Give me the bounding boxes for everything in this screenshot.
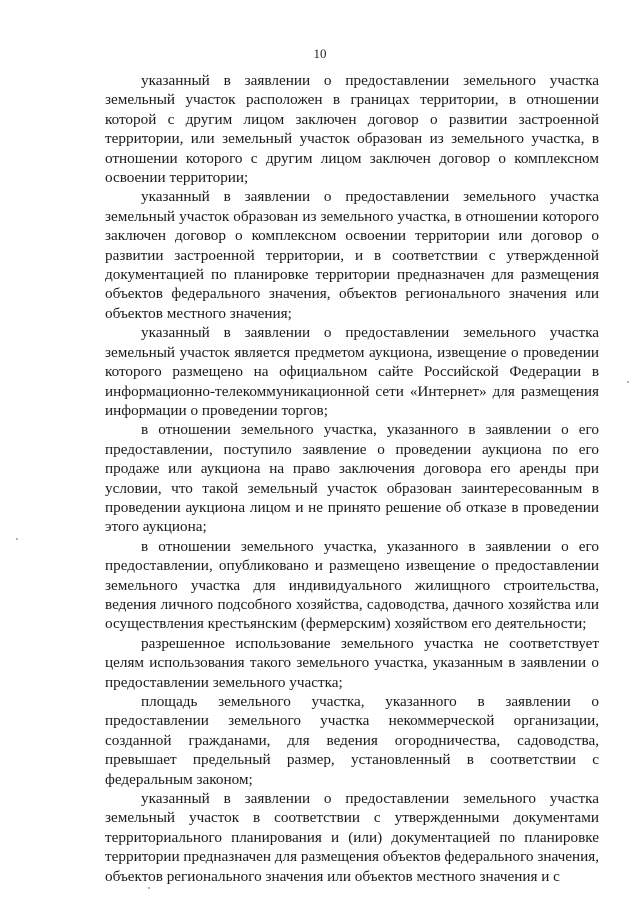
paragraph-6: разрешенное использование земельного участка не соответствует целям использования такого земельного участка, указанным в заявлении о предоставлении земельного участка; xyxy=(105,634,599,691)
paragraph-3: указанный в заявлении о предоставлении земельного участка земельный участок является предметом аукциона, извещение о проведении которого размещено на официальном сайте Российской Федерации в информационно-телекоммуникационной сети «Интернет» для размещения информации о проведении торгов; xyxy=(105,324,599,419)
paragraph-1: указанный в заявлении о предоставлении земельного участка земельный участок расположен в границах территории, в отношении которой с другим лицом заключен договор о развитии застроенной территории, или земельный участок образован из земельного участка, в отношении которого с другим лицом заключен договор о комплексном освоении территории; xyxy=(105,72,599,187)
paragraph-4: в отношении земельного участка, указанного в заявлении о его предоставлении, поступило заявление о проведении аукциона по его продаже или аукциона на право заключения договора его аренды при условии, что такой земельный участок образован заинтересованным в проведении аукциона лицом и не принято решение об отказе в проведении этого аукциона; xyxy=(105,421,599,536)
paragraph-2: указанный в заявлении о предоставлении земельного участка земельный участок образован из земельного участка, в отношении которого заключен договор о комплексном освоении территории или договор о развитии застроенной территории, и в соответствии с утвержденной документацией по планировке территории предназначен для размещения объектов федерального значения, объектов регионального значения или объектов местного значения; xyxy=(105,188,599,322)
scan-speck xyxy=(148,887,150,889)
paragraph-7: площадь земельного участка, указанного в заявлении о предоставлении земельного участка некоммерческой организации, созданной гражданами, для ведения огородничества, садоводства, превышает предельный размер, установленный в соответствии с федеральным законом; xyxy=(105,693,599,788)
page-number: 10 xyxy=(313,46,327,61)
paragraph-5: в отношении земельного участка, указанного в заявлении о его предоставлении, опубликовано и размещено извещение о предоставлении земельного участка для индивидуального жилищного строительства, ведения личного подсобного хозяйства, садоводства, дачного хозяйства или осуществления крестьянским (фермерским) хозяйством его деятельности; xyxy=(105,537,599,633)
scan-speck xyxy=(16,538,18,540)
paragraph-8: указанный в заявлении о предоставлении земельного участка земельный участок в соответствии с утвержденными документами территориального планирования и (или) документацией по планировке территории предназначен для размещения объектов федерального значения, объектов регионального значения или объектов местного значения и с xyxy=(105,790,599,885)
document-body xyxy=(105,71,599,886)
scan-speck xyxy=(627,381,629,383)
